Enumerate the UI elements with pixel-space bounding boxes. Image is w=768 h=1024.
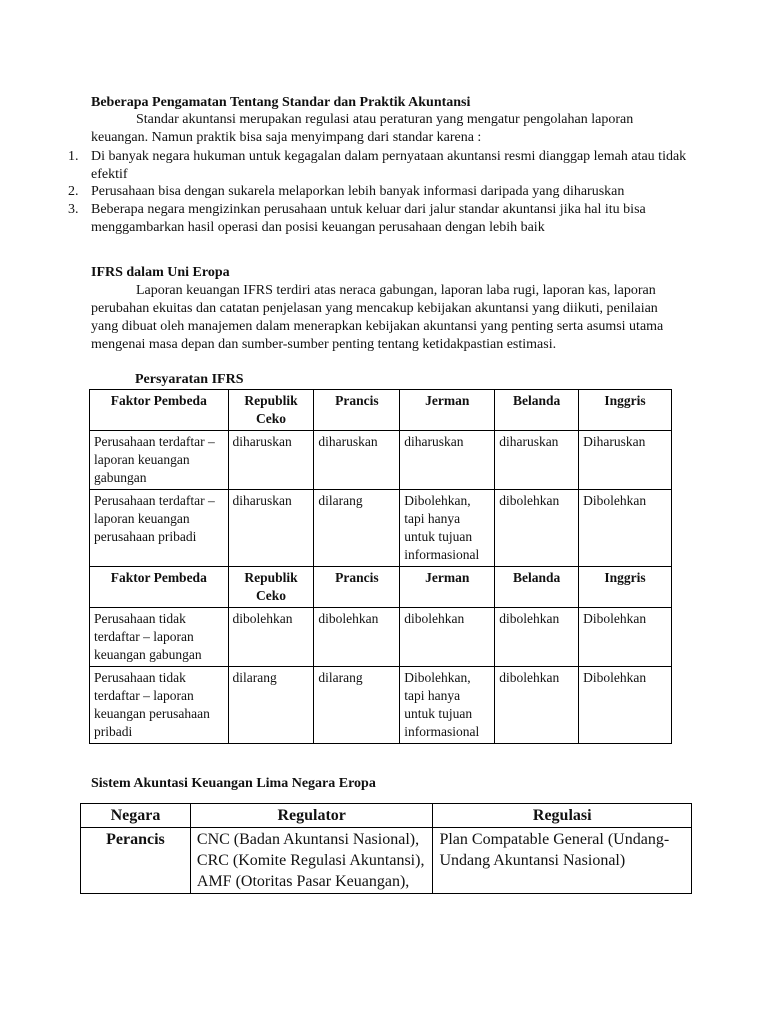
header-cell: Republik Ceko — [228, 390, 314, 431]
table-cell: CNC (Badan Akuntansi Nasional), CRC (Komite Regulasi Akuntansi), AMF (Otoritas Pasar Keuangan), — [190, 828, 433, 894]
table-header-row — [90, 390, 672, 431]
table-cell: dibolehkan — [495, 490, 579, 567]
header-cell: Inggris — [579, 390, 672, 431]
header-cell: Faktor Pembeda — [90, 390, 229, 431]
header-cell: Republik Ceko — [228, 567, 314, 608]
header-cell: Jerman — [400, 390, 495, 431]
paragraph-ifrs: Laporan keuangan IFRS terdiri atas neraca gabungan, laporan laba rugi, laporan kas, laporan perubahan ekuitas dan catatan penjelasan yang mencakup kebijakan akuntansi yang diikuti, penilaian yang dibuat oleh manajemen dalam menerapkan kebijakan akuntansi yang penting serta asumsi utama mengenai masa depan dan sumber-sumber penting tentang ketidakpastian estimasi. — [91, 283, 664, 352]
header-cell: Faktor Pembeda — [90, 567, 229, 608]
header-cell: Regulasi — [433, 804, 692, 828]
table-cell: Perusahaan terdaftar – laporan keuangan gabungan — [90, 431, 229, 490]
list-text: Di banyak negara hukuman untuk kegagalan dalam pernyataan akuntansi resmi dianggap lemah atau tidak efektif — [91, 149, 687, 182]
table-header-row — [90, 567, 672, 608]
header-cell: Regulator — [190, 804, 433, 828]
table-header-row — [81, 804, 692, 828]
table-title-persyaratan: Persyaratan IFRS — [135, 372, 244, 387]
table-cell: Plan Compatable General (Undang-Undang Akuntansi Nasional) — [433, 828, 692, 894]
ifrs-requirements-table — [89, 389, 672, 744]
table-cell: Perusahaan tidak terdaftar – laporan keuangan gabungan — [90, 608, 229, 667]
table-cell: dibolehkan — [495, 667, 579, 744]
section-title-ifrs: IFRS dalam Uni Eropa — [91, 265, 230, 280]
table-cell: dibolehkan — [314, 608, 400, 667]
table-row — [81, 828, 692, 894]
table-cell: Dibolehkan, tapi hanya untuk tujuan informasional — [400, 667, 495, 744]
table-row — [90, 667, 672, 744]
list-number: 1. — [68, 149, 79, 164]
table-cell: diharuskan — [228, 490, 314, 567]
header-cell: Inggris — [579, 567, 672, 608]
table-cell: dibolehkan — [400, 608, 495, 667]
table-cell: Perusahaan terdaftar – laporan keuangan perusahaan pribadi — [90, 490, 229, 567]
header-cell: Belanda — [495, 567, 579, 608]
list-text: Perusahaan bisa dengan sukarela melaporkan lebih banyak informasi daripada yang diharuskan — [91, 184, 625, 199]
header-cell: Jerman — [400, 567, 495, 608]
table-cell: Dibolehkan — [579, 608, 672, 667]
table-cell: dilarang — [314, 490, 400, 567]
list-text: Beberapa negara mengizinkan perusahaan untuk keluar dari jalur standar akuntansi jika hal itu bisa menggambarkan hasil operasi dan posisi keuangan perusahaan dengan lebih baik — [91, 202, 646, 235]
table-cell: dibolehkan — [228, 608, 314, 667]
table-cell: diharuskan — [314, 431, 400, 490]
table-cell: diharuskan — [400, 431, 495, 490]
list-number: 2. — [68, 184, 79, 199]
list-number: 3. — [68, 202, 79, 217]
table-row — [90, 608, 672, 667]
accounting-systems-table — [80, 803, 692, 894]
table-cell: diharuskan — [228, 431, 314, 490]
table-cell: Dibolehkan, tapi hanya untuk tujuan informasional — [400, 490, 495, 567]
table-cell: Dibolehkan — [579, 667, 672, 744]
table-cell: dibolehkan — [495, 608, 579, 667]
table-cell: Perancis — [81, 828, 191, 894]
header-cell: Negara — [81, 804, 191, 828]
section-title-sistem: Sistem Akuntasi Keuangan Lima Negara Eropa — [91, 776, 376, 791]
table-row — [90, 490, 672, 567]
table-cell: dilarang — [228, 667, 314, 744]
header-cell: Belanda — [495, 390, 579, 431]
table-cell: dilarang — [314, 667, 400, 744]
header-cell: Prancis — [314, 390, 400, 431]
table-cell: diharuskan — [495, 431, 579, 490]
header-cell: Prancis — [314, 567, 400, 608]
paragraph-standar: Standar akuntansi merupakan regulasi atau peraturan yang mengatur pengolahan laporan keuangan. Namun praktik bisa saja menyimpang dari standar karena : — [91, 112, 634, 145]
section-title-standar: Beberapa Pengamatan Tentang Standar dan Praktik Akuntansi — [91, 95, 471, 110]
table-cell: Diharuskan — [579, 431, 672, 490]
table-cell: Dibolehkan — [579, 490, 672, 567]
table-cell: Perusahaan tidak terdaftar – laporan keuangan perusahaan pribadi — [90, 667, 229, 744]
table-row — [90, 431, 672, 490]
